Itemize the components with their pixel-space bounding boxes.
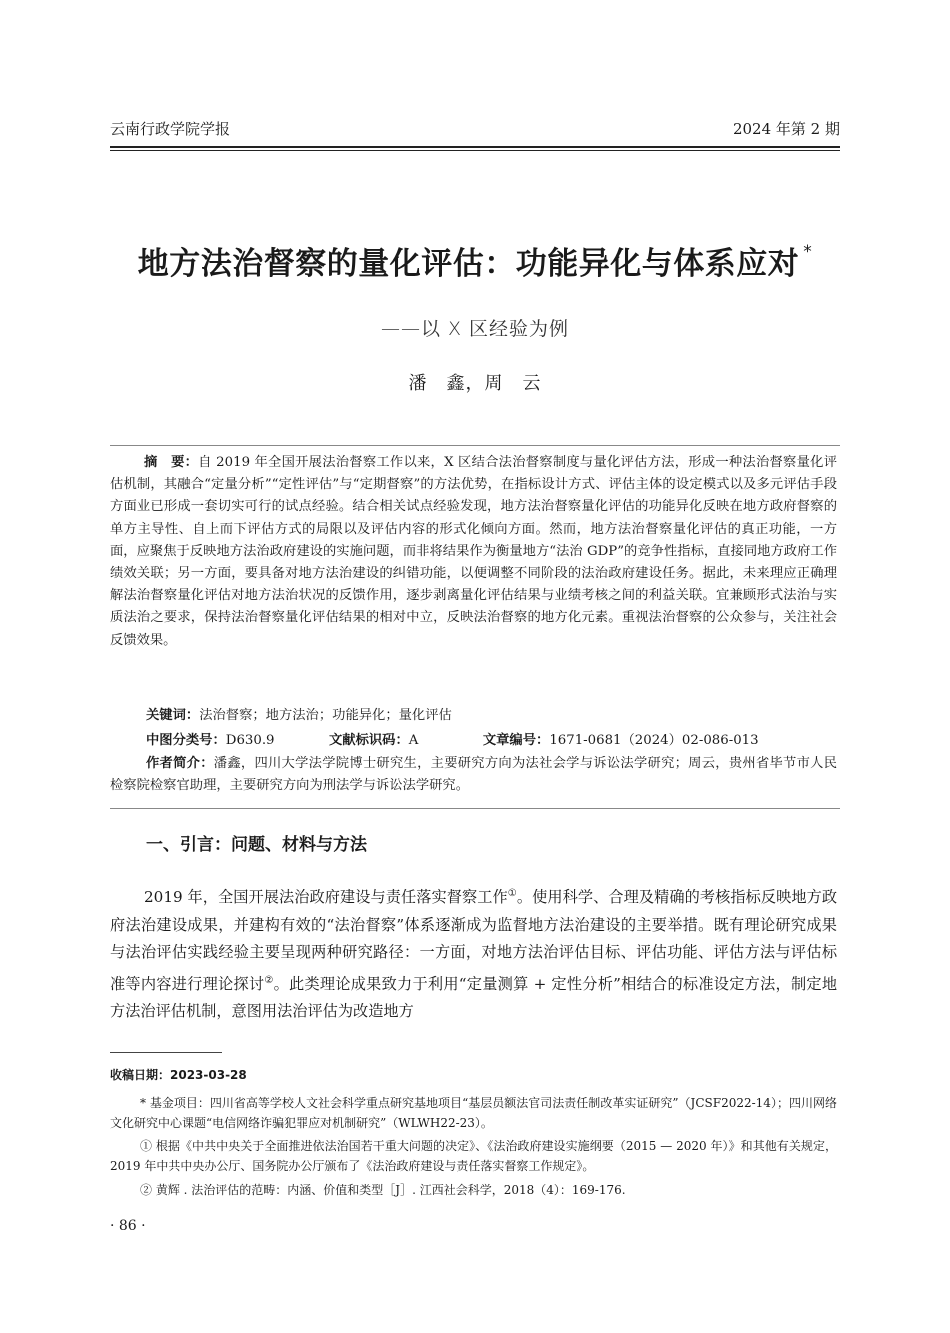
- author-bio: [110, 753, 837, 797]
- page-number: · 86 ·: [110, 1218, 146, 1234]
- body-paragraph: 2019 年，全国开展法治政府建设与责任落实督察工作①。使用科学、合理及精确的考核指标反映地方政府法治建设成果，并建构有效的“法治督察”体系逐渐成为监督地方法治建设的主要举措。既有理论研究成果与法治评估实践经验主要呈现两种研究路径：一方面，对地方法治评估目标、评估功能、评估方法与评估标准等内容进行理论探讨②。此类理论成果致力于利用“定量测算 + 定性分析”相结合的标准设定方法，制定地方法治评估机制，意图用法治评估为改造地方: [110, 888, 838, 1021]
- article-number-value: 1671-0681（2024）02-086-013: [549, 733, 759, 748]
- article-authors: 潘 鑫，周 云: [408, 373, 542, 394]
- footnote-rule: [110, 1052, 222, 1053]
- footnote-ref-2: ②: [264, 974, 274, 986]
- bio-label: 作者简介：: [146, 756, 214, 771]
- article-title: 地方法治督察的量化评估：功能异化与体系应对 *: [137, 241, 813, 282]
- title-footnote-mark: *: [803, 241, 813, 262]
- journal-name: 云南行政学院学报: [110, 120, 231, 138]
- issue-label: 2024 年第 2 期: [732, 120, 840, 138]
- keywords: [146, 704, 452, 723]
- doc-code-label: 文献标识码：: [328, 733, 409, 748]
- abstract: [110, 452, 837, 652]
- clc-label: 中图分类号：: [146, 733, 226, 748]
- bio-text: 潘鑫，四川大学法学院博士研究生，主要研究方向为法社会学与诉讼法学研究；周云，贵州省毕节市人民检察院检察官助理，主要研究方向为刑法学与诉讼法学研究。: [110, 756, 838, 794]
- header-rule-thin: [110, 150, 840, 151]
- header-rule: [110, 146, 840, 148]
- abstract-label: 摘 要：: [144, 455, 199, 470]
- article-number-label: 文章编号：: [482, 733, 550, 748]
- footnote-1: ① 根据《中共中央关于全面推进依法治国若干重大问题的决定》、《法治政府建设实施纲要（2015 — 2020 年）》和其他有关规定，2019 年中共中央办公厅、国务院办公厅颁布了《法治政府建设与责任落实督察工作规定》。: [110, 1139, 837, 1173]
- abstract-text: 自 2019 年全国开展法治督察工作以来，X 区结合法治督察制度与量化评估方法，形成一种法治督察量化评估机制，其融合“定量分析”“定性评估”与“定期督察”的方法优势，在指标设计方式、评估主体的设定模式以及多元评估手段方面业已形成一套切实可行的试点经验。结合相关试点经验发现，地方法治督察量化评估的功能异化反映在地方政府督察的单方主导性、自上而下评估方式的局限以及评估内容的形式化倾向方面。然而，地方法治督察量化评估的真正功能，一方面，应聚焦于反映地方法治政府建设的实施问题，而非将结果作为衡量地方“法治 GDP”的竞争性指标，直接同地方政府工作绩效关联；另一方面，要具备对地方法治建设的纠错功能，以便调整不同阶段的法治政府建设任务。据此，未来理应正确理解法治督察量化评估对地方法治状况的反馈作用，逐步剥离量化评估结果与业绩考核之间的利益关联。宜兼顾形式法治与实质法治之要求，保持法治督察量化评估结果的相对中立，反映法治督察的地方化元素。重视法治督察的公众参与，关注社会反馈效果。: [110, 455, 837, 648]
- doc-code-value: A: [408, 733, 419, 748]
- keywords-text: 法治督察；地方法治；功能异化；量化评估: [199, 708, 452, 723]
- abstract-top-rule: [110, 445, 840, 446]
- keywords-label: 关键词：: [146, 708, 200, 723]
- article-subtitle: ——以 X 区经验为例: [380, 318, 570, 340]
- footnote-ref-1: ①: [507, 888, 517, 899]
- footnote-2: ② 黄辉 . 法治评估的范畴：内涵、价值和类型［J］. 江西社会科学，2018（4）：169-176.: [140, 1183, 626, 1197]
- clc-value: D630.9: [225, 733, 275, 748]
- footnote-fund: * 基金项目：四川省高等学校人文社会科学重点研究基地项目“基层员额法官司法责任制改革实证研究”（JCSF2022-14）；四川网络文化研究中心课题“电信网络诈骗犯罪应对机制研究”（WLWH22-23）。: [110, 1096, 837, 1130]
- abstract-bottom-rule: [110, 808, 840, 809]
- received-date: 收稿日期：2023-03-28: [110, 1068, 247, 1082]
- section-heading: 一、引言：问题、材料与方法: [146, 835, 367, 855]
- classification-line: [146, 729, 759, 748]
